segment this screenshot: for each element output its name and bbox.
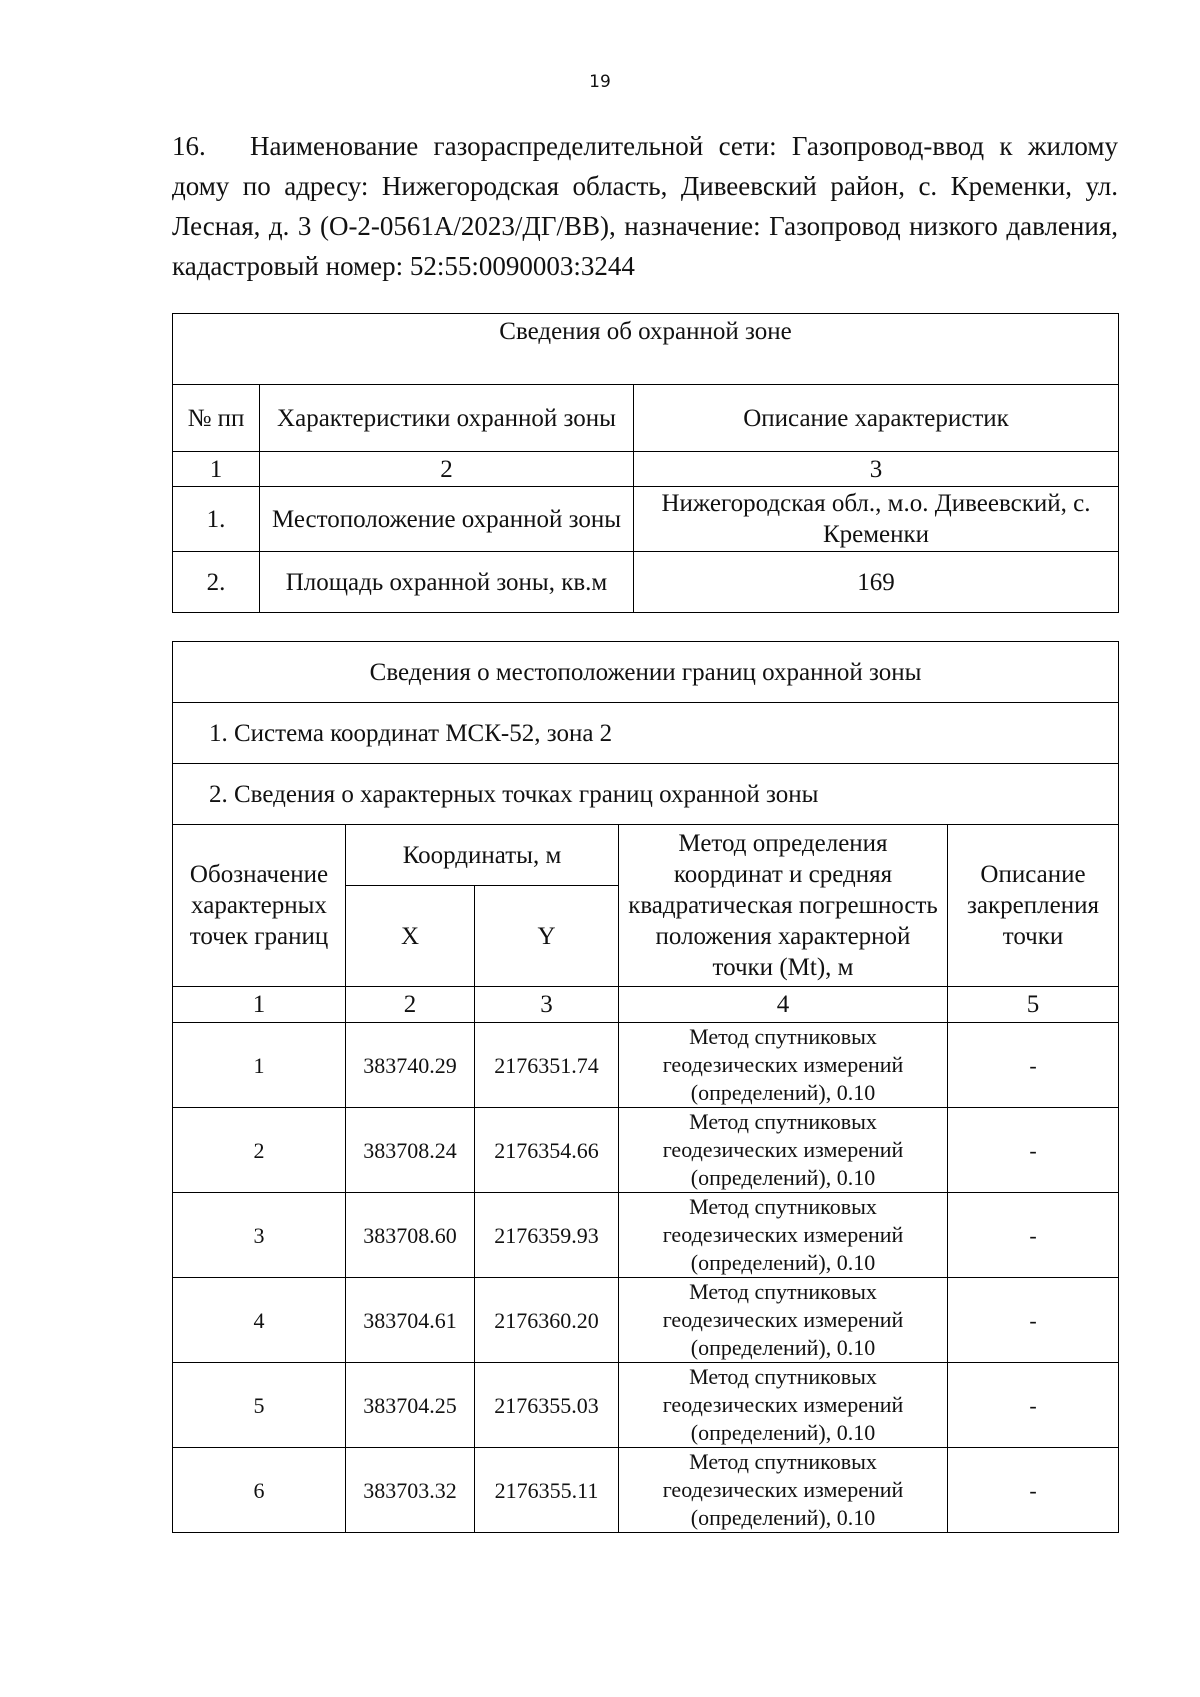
point-id: 5 [173,1363,346,1448]
row-number: 1. [173,487,260,552]
column-header-method: Метод определения координат и средняя квадратическая погрешность положения характерной точки (Mt), м [619,825,948,987]
row-number: 2. [173,552,260,613]
point-fixing: - [948,1278,1119,1363]
table-row [173,1278,1119,1363]
point-x: 383703.32 [346,1448,475,1533]
item-number: 16. [172,131,206,161]
table-row [173,1193,1119,1278]
point-y: 2176355.03 [475,1363,619,1448]
column-header-fixing: Описание закрепления точки [948,825,1119,987]
point-fixing: - [948,1108,1119,1193]
points-section-title: 2. Сведения о характерных точках границ охранной зоны [173,764,1119,825]
point-method: Метод спутниковых геодезических измерений (определений), 0.10 [619,1193,948,1278]
point-id: 3 [173,1193,346,1278]
row-description: Нижегородская обл., м.о. Дивеевский, с. Кременки [634,487,1119,552]
point-y: 2176354.66 [475,1108,619,1193]
table-row [173,487,1119,552]
point-y: 2176359.93 [475,1193,619,1278]
table-row [173,1448,1119,1533]
column-header-designation: Обозначение характерных точек границ [173,825,346,987]
column-index: 1 [173,452,260,487]
point-y: 2176351.74 [475,1023,619,1108]
item-text: Наименование газораспределительной сети: Газопровод-ввод к жилому дому по адресу: Нижегородская область, Дивеевский район, с. Кременки, ул. Лесная, д. 3 (О-2-0561А/2023/ДГ/ВВ), назначение: Газопровод низкого давления, кадастровый номер: 52:55:0090003:3244 [172,131,1118,281]
point-x: 383740.29 [346,1023,475,1108]
table-row [173,1363,1119,1448]
table-row [173,1023,1119,1108]
point-x: 383708.60 [346,1193,475,1278]
table-row [173,552,1119,613]
column-index: 3 [634,452,1119,487]
column-header: № пп [173,385,260,452]
point-id: 2 [173,1108,346,1193]
point-method: Метод спутниковых геодезических измерений (определений), 0.10 [619,1108,948,1193]
point-id: 1 [173,1023,346,1108]
point-id: 6 [173,1448,346,1533]
boundary-points-table [172,641,1119,1533]
protection-zone-table [172,313,1119,613]
column-index: 5 [948,987,1119,1023]
point-fixing: - [948,1363,1119,1448]
point-method: Метод спутниковых геодезических измерений (определений), 0.10 [619,1278,948,1363]
page-number: 19 [589,72,611,92]
column-index: 2 [346,987,475,1023]
point-fixing: - [948,1023,1119,1108]
gas-network-description [172,126,1118,286]
point-y: 2176360.20 [475,1278,619,1363]
column-header: Описание характеристик [634,385,1119,452]
point-method: Метод спутниковых геодезических измерений (определений), 0.10 [619,1023,948,1108]
point-x: 383704.25 [346,1363,475,1448]
point-id: 4 [173,1278,346,1363]
column-header-coordinates: Координаты, м [346,825,619,886]
point-fixing: - [948,1448,1119,1533]
column-index: 3 [475,987,619,1023]
row-characteristic: Площадь охранной зоны, кв.м [260,552,634,613]
column-header-x: X [346,886,475,987]
row-characteristic: Местоположение охранной зоны [260,487,634,552]
column-header: Характеристики охранной зоны [260,385,634,452]
table-title: Сведения о местоположении границ охранной зоны [173,642,1119,703]
point-x: 383704.61 [346,1278,475,1363]
point-method: Метод спутниковых геодезических измерений (определений), 0.10 [619,1448,948,1533]
point-method: Метод спутниковых геодезических измерений (определений), 0.10 [619,1363,948,1448]
row-description: 169 [634,552,1119,613]
column-index: 4 [619,987,948,1023]
table-row [173,1108,1119,1193]
coordinate-system: 1. Система координат МСК-52, зона 2 [173,703,1119,764]
point-x: 383708.24 [346,1108,475,1193]
column-header-y: Y [475,886,619,987]
table-title: Сведения об охранной зоне [173,314,1119,385]
column-index: 1 [173,987,346,1023]
point-y: 2176355.11 [475,1448,619,1533]
column-index: 2 [260,452,634,487]
point-fixing: - [948,1193,1119,1278]
